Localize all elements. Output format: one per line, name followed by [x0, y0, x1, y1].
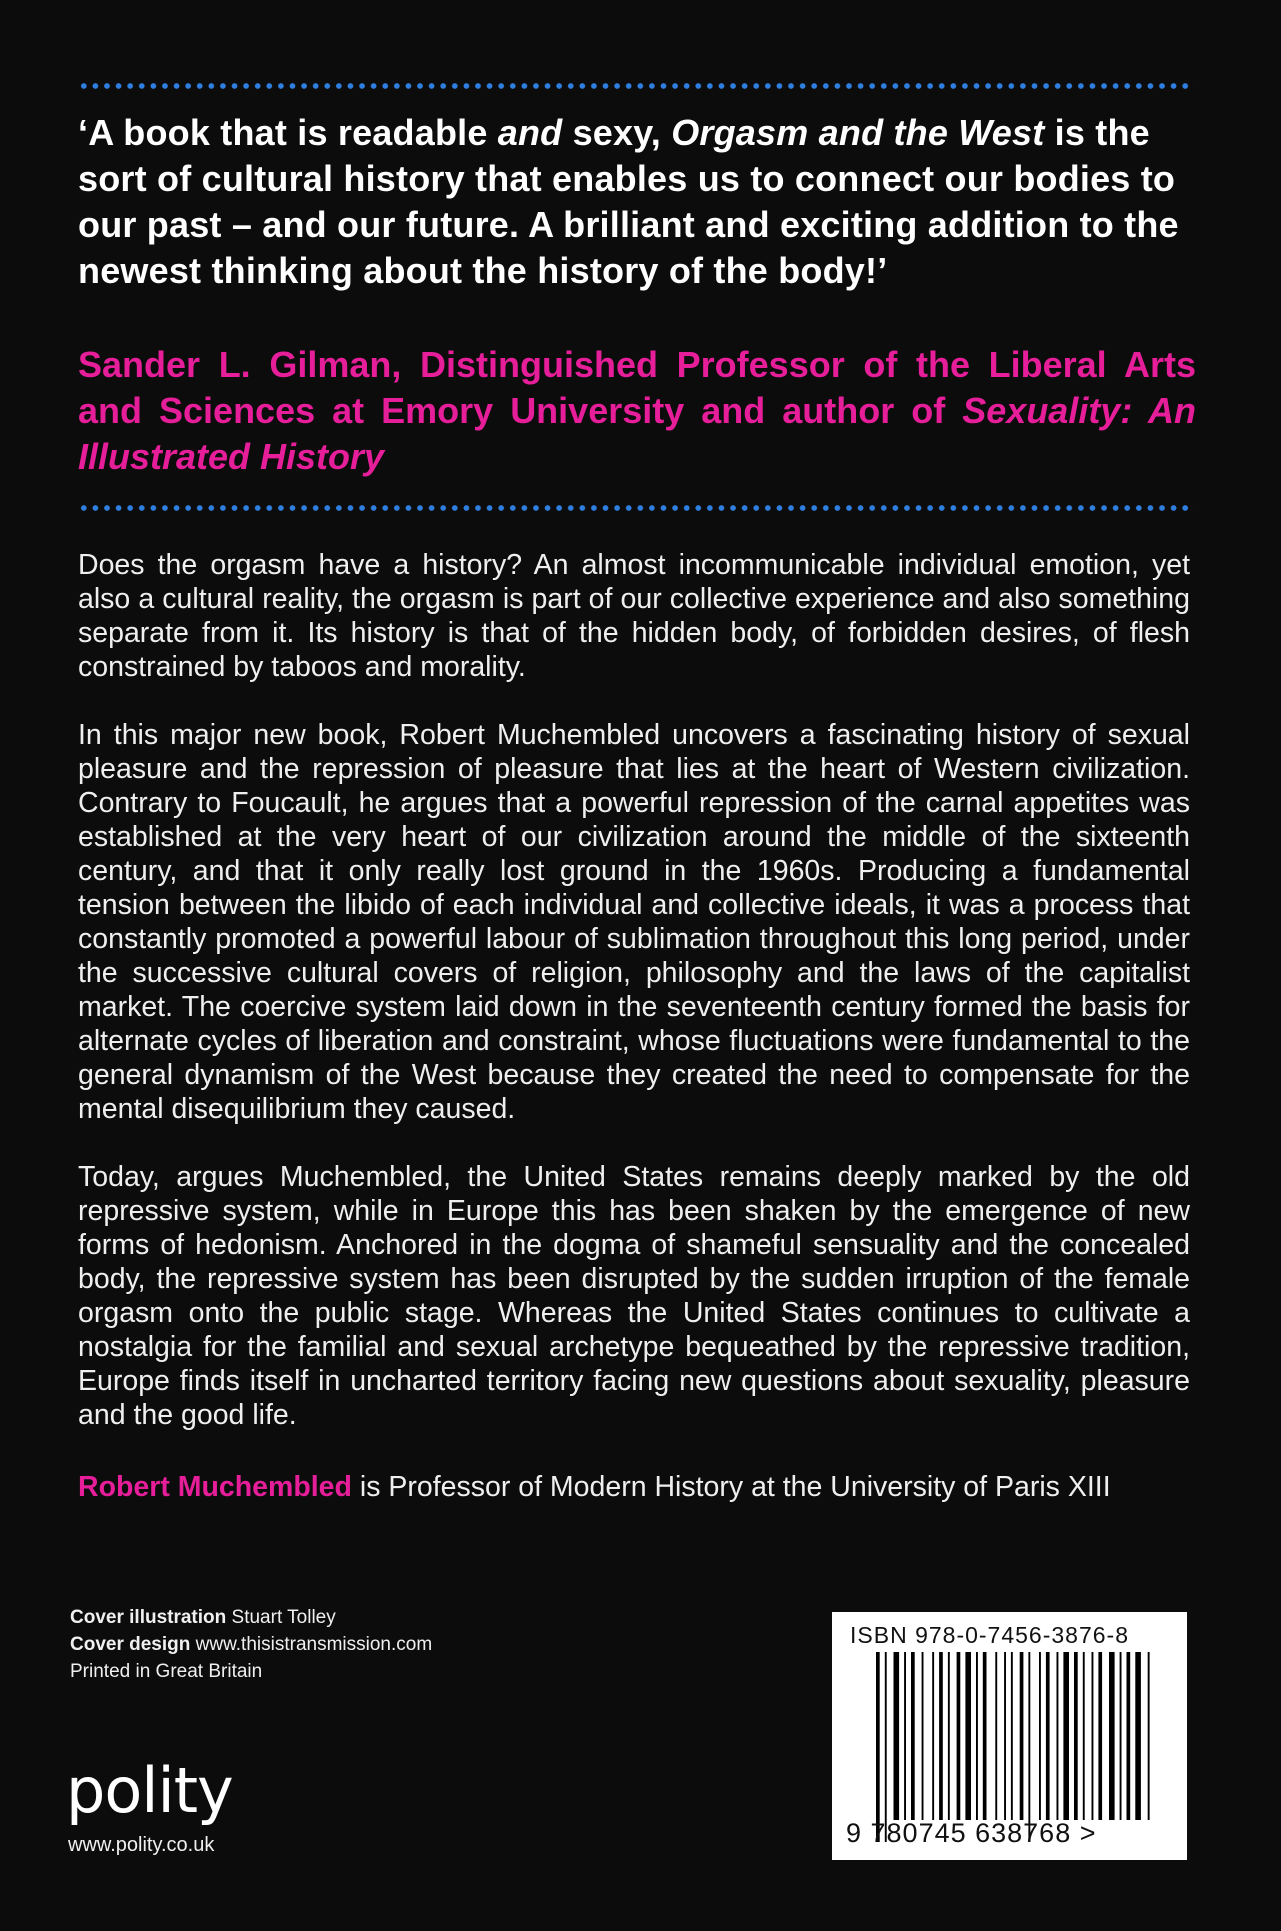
blurb-paragraph-1: Does the orgasm have a history? An almost incommunicable individual emotion, yet also a cultural reality, the orgasm is part of our collective experience and also something separate from it. Its history is that of the hidden body, of forbidden desires, of flesh constrained by taboos and morality. — [78, 549, 1190, 683]
barcode-bar — [1098, 1652, 1102, 1820]
blurb-paragraph-2: In this major new book, Robert Muchembled uncovers a fascinating history of sexual pleasure and the repression of pleasure that lies at the heart of Western civilization. Contrary to Foucault, he argues that a powerful repression of the carnal appetites was established at the very heart of our civilization around the middle of the sixteenth century, and that it only really lost ground in the 1960s. Producing a fundamental tension between the libido of each individual and collective ideals, it was a process that constantly promoted a powerful labour of sublimation throughout this long period, under the successive cultural covers of religion, philosophy and the laws of the capitalist market. The coercive system laid down in the seventeenth century formed the basis for alternate cycles of liberation and constraint, whose fluctuations were fundamental to the general dynamism of the West because they created the need to compensate for the mental disequilibrium they caused. — [78, 719, 1190, 1125]
barcode-bar — [983, 1652, 987, 1820]
isbn-label: ISBN 978-0-7456-3876-8 — [850, 1622, 1129, 1648]
cover-credits — [70, 1604, 432, 1685]
barcode-bar — [1046, 1652, 1050, 1820]
barcode-bar — [1074, 1652, 1078, 1820]
quote-text-1: ‘A book that is readable — [78, 112, 498, 153]
barcode-bar — [1148, 1652, 1150, 1820]
isbn-barcode-box — [832, 1612, 1187, 1860]
barcode-bar — [1020, 1652, 1024, 1820]
barcode-bar — [1057, 1652, 1059, 1820]
barcode-bar — [1135, 1652, 1141, 1820]
barcode-bar — [932, 1652, 934, 1820]
dotted-divider-bottom — [78, 504, 1194, 512]
barcode-bar — [1004, 1652, 1006, 1820]
barcode-bar — [904, 1652, 906, 1820]
barcode-bar — [957, 1652, 961, 1820]
author-name: Robert Muchembled — [78, 1471, 352, 1503]
credit-design — [70, 1631, 432, 1658]
barcode-bar — [976, 1652, 978, 1820]
credit-design-value: www.thisistransmission.com — [190, 1634, 433, 1655]
credit-illustration-label: Cover illustration — [70, 1607, 227, 1628]
credit-illustration — [70, 1604, 432, 1631]
barcode-bar — [911, 1652, 915, 1820]
credit-printed: Printed in Great Britain — [70, 1661, 263, 1682]
credit-illustration-value: Stuart Tolley — [226, 1607, 336, 1628]
publisher-website: www.polity.co.uk — [68, 1834, 215, 1856]
quote-text-2: sexy, — [562, 112, 672, 153]
polity-logo: polity — [66, 1754, 233, 1827]
author-bio-text: is Professor of Modern History at the University of Paris XIII — [351, 1471, 1111, 1503]
barcode-bar — [948, 1652, 950, 1820]
barcode-bar — [1063, 1652, 1069, 1820]
dotted-divider-top — [78, 82, 1194, 90]
barcode-bar — [1028, 1652, 1030, 1842]
barcode-bar — [965, 1652, 971, 1820]
author-bio — [78, 1470, 1190, 1504]
credit-design-label: Cover design — [70, 1634, 191, 1655]
barcode-bar — [1092, 1652, 1094, 1820]
barcode-bar — [922, 1652, 924, 1820]
barcode-bar — [1083, 1652, 1085, 1820]
barcode-bar — [1109, 1652, 1115, 1820]
barcode-bar — [885, 1652, 887, 1842]
barcode-bar — [1127, 1652, 1131, 1820]
endorsement-quote — [78, 110, 1196, 294]
barcode-bar — [1120, 1652, 1122, 1820]
quote-text-3: is the sort of cultural history that enables us to connect our bodies to our past – and our future. A brilliant and exciting addition to the newest thinking about the history of the body!’ — [78, 112, 1179, 291]
barcode-bar — [939, 1652, 943, 1820]
quote-emphasis: and — [497, 112, 563, 153]
barcode-bar — [894, 1652, 900, 1820]
barcode-bar — [1039, 1652, 1041, 1820]
endorsement-attribution — [78, 342, 1196, 480]
barcode-digits: 9 780745 638768 > — [846, 1818, 1097, 1848]
quote-book-title: Orgasm and the West — [671, 112, 1045, 153]
attribution-book-title: Sexuality: An Illustrated History — [78, 390, 1196, 477]
barcode-bar — [876, 1652, 880, 1842]
barcode-bar — [1011, 1652, 1013, 1820]
barcode-bar — [995, 1652, 997, 1820]
blurb-paragraph-3: Today, argues Muchembled, the United States remains deeply marked by the old repressive system, while in Europe this has been shaken by the emergence of new forms of hedonism. Anchored in the dogma of shameful sensuality and the concealed body, the repressive system has been disrupted by the sudden irruption of the female orgasm onto the public stage. Whereas the United States continues to cultivate a nostalgia for the familial and sexual archetype bequeathed by the repressive tradition, Europe finds itself in uncharted territory facing new questions about sexuality, pleasure and the good life. — [78, 1161, 1190, 1431]
attribution-text: Sander L. Gilman, Distinguished Professor of the Liberal Arts and Sciences at Emory University and author of — [78, 344, 1196, 431]
